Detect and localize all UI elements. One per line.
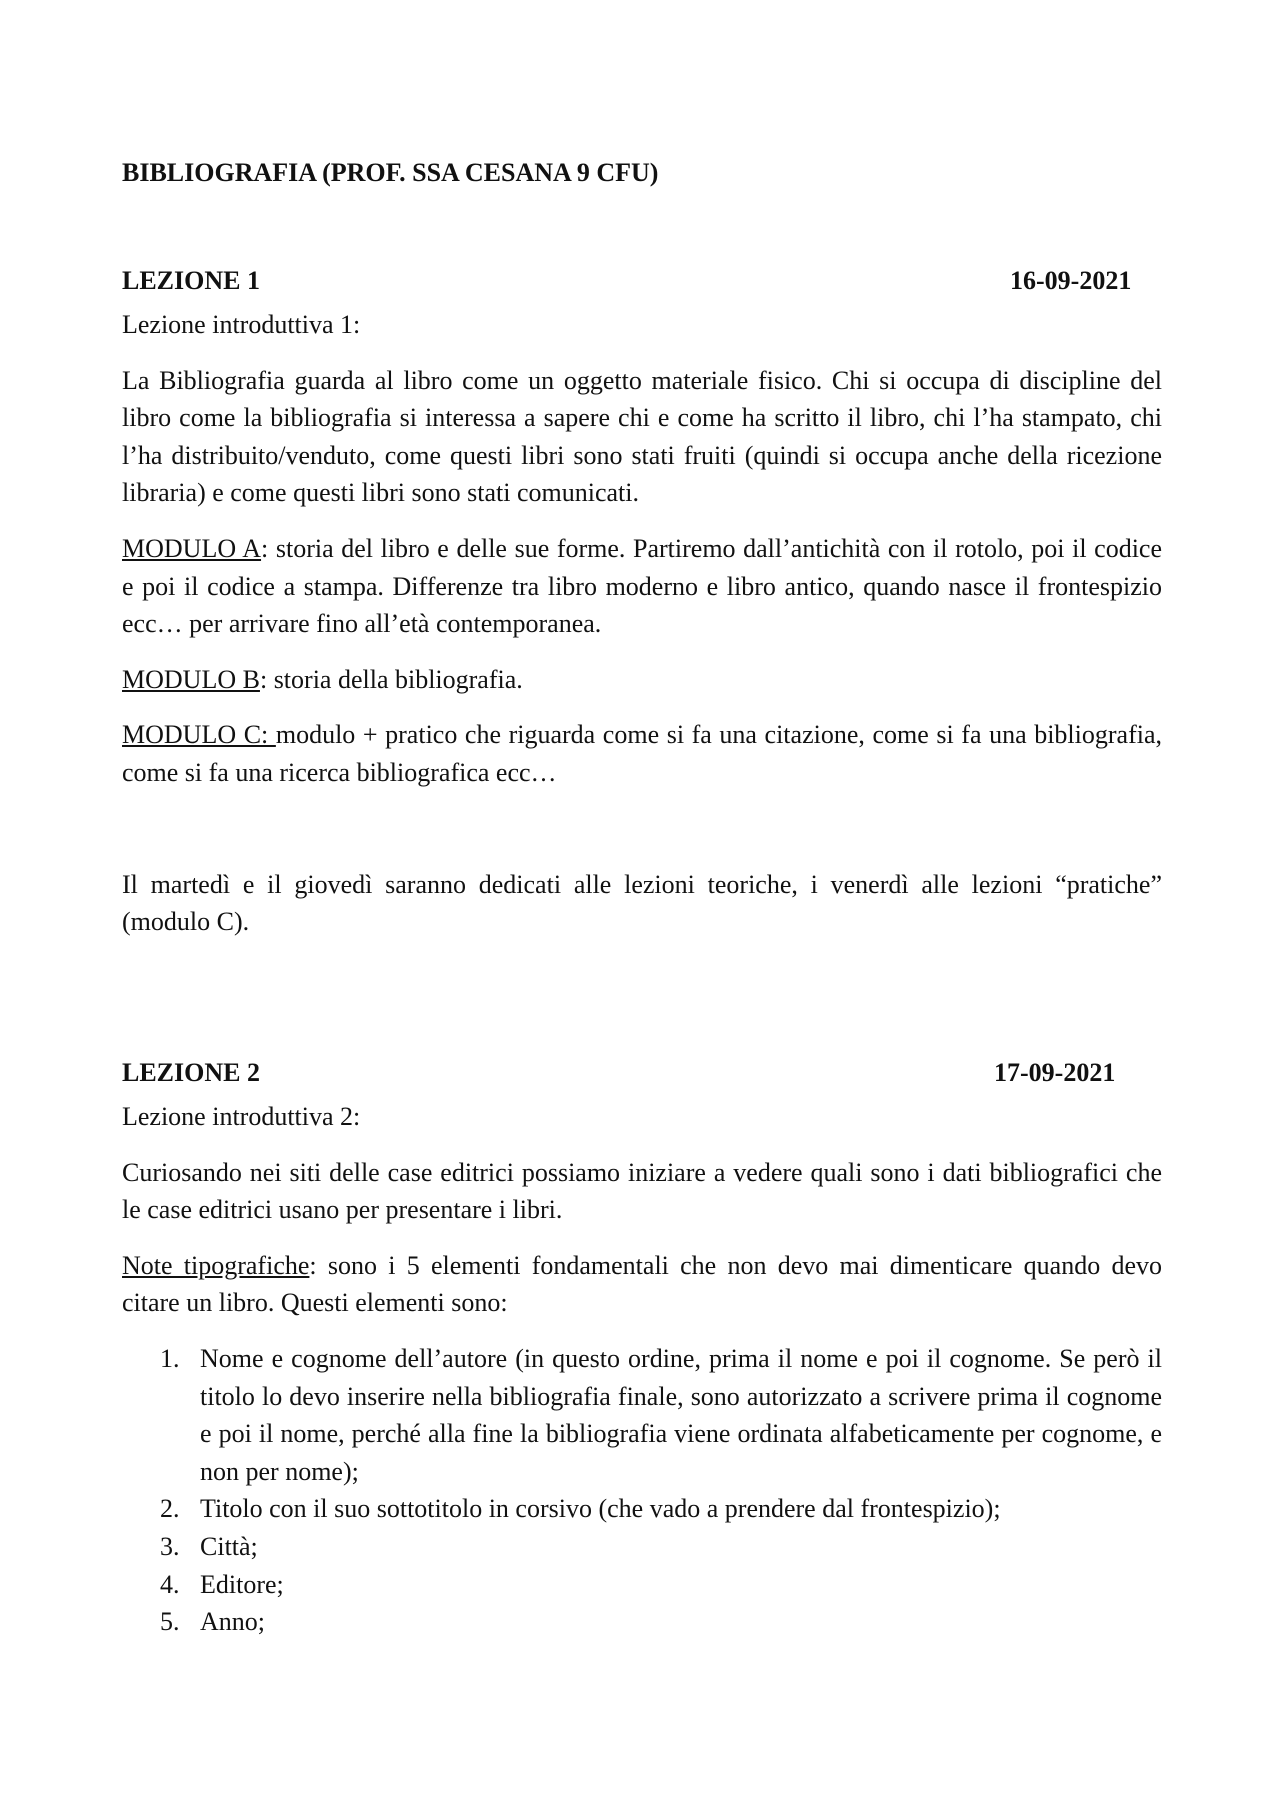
document-title: BIBLIOGRAFIA (PROF. SSA CESANA 9 CFU) (122, 158, 659, 187)
module-a-label: MODULO A (122, 533, 262, 563)
list-item-text: Città; (200, 1531, 258, 1561)
lesson-2-title: LEZIONE 2 (122, 1058, 260, 1087)
list-item-number: 5. (160, 1607, 180, 1637)
module-a-sep: : (261, 533, 269, 563)
list-item-text: Editore; (200, 1569, 284, 1599)
note-tipografiche (122, 1247, 1162, 1322)
list-item (160, 1566, 1162, 1604)
list-item (160, 1340, 1162, 1490)
list-item-number: 4. (160, 1569, 180, 1599)
note-tipografiche-label: Note tipografiche (122, 1250, 310, 1280)
list-item-number: 3. (160, 1531, 180, 1561)
note-tipografiche-text: : sono i 5 elementi fondamentali che non devo mai dimenticare quando devo citare un libro. Questi elementi sono: (122, 1250, 1163, 1318)
module-c (122, 716, 1162, 791)
lesson-2-date: 17-09-2021 (994, 1058, 1116, 1087)
lesson-1-schedule: Il martedì e il giovedì saranno dedicati alle lezioni teoriche, i venerdì alle lezioni “pratiche” (modulo C). (122, 869, 1162, 937)
list-item (160, 1603, 1162, 1641)
module-a (122, 530, 1162, 643)
lesson-1-intro: Lezione introduttiva 1: (122, 310, 361, 339)
lesson-1-paragraph: La Bibliografia guarda al libro come un oggetto materiale fisico. Chi si occupa di discipline del libro come la bibliografia si interessa a sapere chi e come ha scritto il libro, chi l’ha stampato, chi l’ha distribuito/venduto, come questi libri sono stati fruiti (quindi si occupa anche della ricezione libraria) e come questi libri sono stati comunicati. (122, 365, 1162, 508)
module-b-label: MODULO B (122, 664, 260, 694)
lesson-2-paragraph: Curiosando nei siti delle case editrici possiamo iniziare a vedere quali sono i dati bibliografici che le case editrici usano per presentare i libri. (122, 1157, 1162, 1225)
list-item-number: 1. (160, 1343, 180, 1373)
module-c-label: MODULO C: (122, 720, 276, 750)
module-a-text: storia del libro e delle sue forme. Partiremo dall’antichità con il rotolo, poi il codice e poi il codice a stampa. Differenze tra libro moderno e libro antico, quando nasce il frontespizio ecc… per arrivare fino all’età contemporanea. (122, 533, 1162, 639)
elements-list (122, 1340, 1162, 1641)
list-item (160, 1528, 1162, 1566)
lesson-1-header (122, 262, 1162, 300)
list-item-number: 2. (160, 1494, 180, 1524)
lesson-1 (122, 262, 1162, 959)
module-b-text: storia della bibliografia. (267, 664, 523, 694)
list-item-text: Titolo con il suo sottotitolo in corsivo (che vado a prendere dal frontespizio); (200, 1494, 1001, 1524)
document-page (122, 0, 1162, 1811)
lesson-2 (122, 1054, 1162, 1641)
module-c-text: modulo + pratico che riguarda come si fa una citazione, come si fa una bibliografia, come si fa una ricerca bibliografica ecc… (122, 720, 1163, 787)
lesson-1-date: 16-09-2021 (1010, 266, 1132, 295)
lesson-1-title: LEZIONE 1 (122, 266, 260, 295)
list-item-text: Nome e cognome dell’autore (in questo ordine, prima il nome e poi il cognome. Se però il titolo lo devo inserire nella bibliografia finale, sono autorizzato a scrivere prima il cognome e poi il nome, perché alla fine la bibliografia viene ordinata alfabeticamente per cognome, e non per nome); (200, 1343, 1162, 1486)
lesson-2-intro: Lezione introduttiva 2: (122, 1102, 361, 1131)
module-b-sep: : (259, 664, 268, 694)
list-item (160, 1490, 1162, 1528)
list-item-text: Anno; (200, 1607, 265, 1637)
lesson-2-header (122, 1054, 1162, 1092)
module-b (122, 661, 1162, 699)
